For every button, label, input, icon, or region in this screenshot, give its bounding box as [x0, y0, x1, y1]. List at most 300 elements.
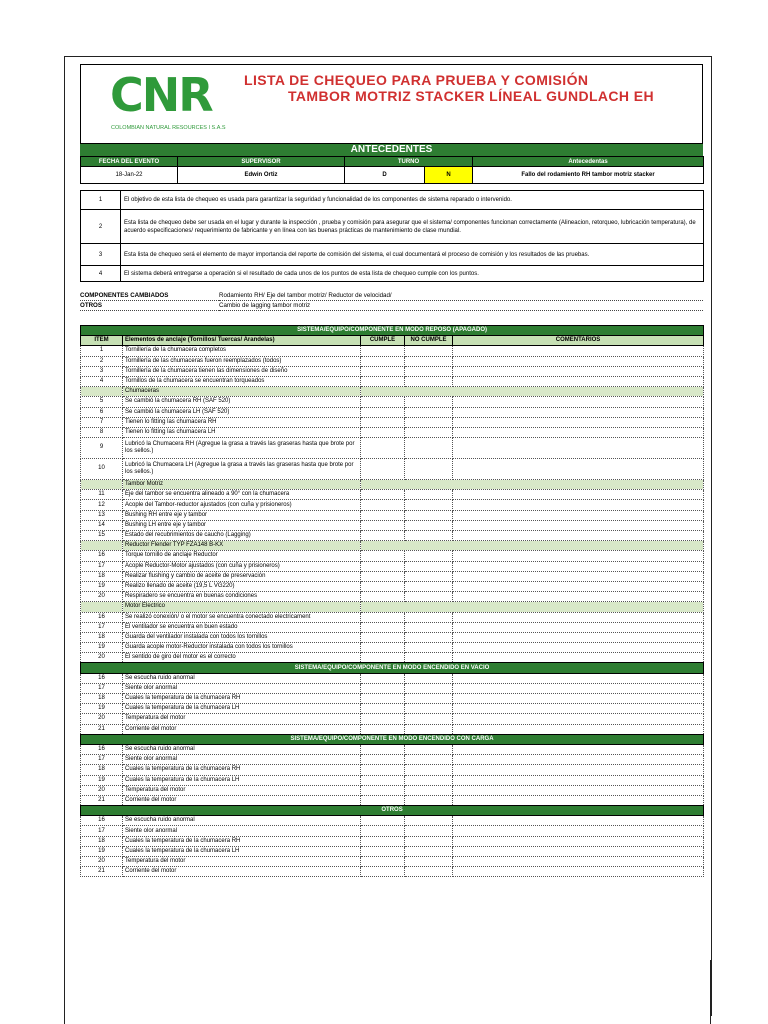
comentarios-cell[interactable] — [453, 714, 704, 724]
comentarios-cell[interactable] — [453, 744, 704, 754]
no-cumple-cell[interactable] — [405, 795, 453, 805]
subsection-spacer — [81, 387, 123, 397]
item-number: 5 — [81, 397, 123, 407]
comentarios-cell[interactable] — [453, 632, 704, 642]
comentarios-cell[interactable] — [453, 510, 704, 520]
document-title-line2: TAMBOR MOTRIZ STACKER LÍNEAL GUNDLACH EH — [288, 88, 654, 104]
logo-letters: CNR — [110, 68, 212, 122]
checklist-row — [81, 643, 704, 653]
item-description: Tienen lo fitting las chumacera RH — [123, 417, 361, 427]
cumple-cell[interactable] — [361, 438, 405, 459]
cumple-cell[interactable] — [361, 816, 405, 826]
note-number: 1 — [81, 191, 121, 210]
cumple-cell[interactable] — [361, 643, 405, 653]
item-description: Cuales la temperatura de la chumacera RH — [123, 836, 361, 846]
cumple-cell[interactable] — [361, 592, 405, 602]
comentarios-cell[interactable] — [453, 622, 704, 632]
cumple-cell[interactable] — [361, 775, 405, 785]
subsection-spacer — [361, 480, 704, 490]
item-number: 20 — [81, 653, 123, 663]
componentes-value: Rodamiento RH/ Eje del tambor motriz/ Reductor de velocidad/ — [219, 291, 703, 301]
no-cumple-cell[interactable] — [405, 704, 453, 714]
checklist-row — [81, 724, 704, 734]
comentarios-cell[interactable] — [453, 500, 704, 510]
checklist-row — [81, 694, 704, 704]
cumple-cell[interactable] — [361, 490, 405, 500]
comentarios-cell[interactable] — [453, 775, 704, 785]
item-description: Corriente del motor — [123, 724, 361, 734]
item-number: 3 — [81, 366, 123, 376]
item-description: Temperatura del motor — [123, 785, 361, 795]
note-number: 2 — [81, 210, 121, 244]
item-description: Tienen lo fitting las chumacera LH — [123, 427, 361, 437]
no-cumple-cell[interactable] — [405, 765, 453, 775]
cumple-cell[interactable] — [361, 581, 405, 591]
no-cumple-cell[interactable] — [405, 438, 453, 459]
checklist-row — [81, 531, 704, 541]
item-number: 18 — [81, 571, 123, 581]
item-number: 16 — [81, 551, 123, 561]
item-number: 17 — [81, 561, 123, 571]
no-cumple-cell[interactable] — [405, 551, 453, 561]
checklist-row — [81, 744, 704, 754]
subsection-spacer — [361, 602, 704, 612]
comentarios-cell[interactable] — [453, 407, 704, 417]
cumple-cell[interactable] — [361, 407, 405, 417]
checklist-row — [81, 612, 704, 622]
comentarios-cell[interactable] — [453, 551, 704, 561]
item-description: Bushing LH entre eje y tambor — [123, 520, 361, 530]
no-cumple-cell[interactable] — [405, 785, 453, 795]
item-number: 16 — [81, 673, 123, 683]
item-description: Cuales la temperatura de la chumacera LH — [123, 775, 361, 785]
no-cumple-cell[interactable] — [405, 632, 453, 642]
no-cumple-cell[interactable] — [405, 612, 453, 622]
no-cumple-cell[interactable] — [405, 643, 453, 653]
note-number: 3 — [81, 244, 121, 266]
item-number: 19 — [81, 775, 123, 785]
logo-subtitle: COLOMBIAN NATURAL RESOURCES I S.A.S — [111, 125, 226, 131]
item-number: 19 — [81, 846, 123, 856]
item-description: Lubricó la Chumacera LH (Agregue la grasa a través las graseras hasta que brote por los sellos.) — [123, 459, 361, 480]
item-description: Estado del recubrimientos de caucho (Lagging) — [123, 531, 361, 541]
item-description: Se cambió la chumacera LH (SAF 520) — [123, 407, 361, 417]
cumple-cell[interactable] — [361, 459, 405, 480]
comentarios-cell[interactable] — [453, 755, 704, 765]
comentarios-cell[interactable] — [453, 571, 704, 581]
cumple-cell[interactable] — [361, 551, 405, 561]
subsection-row — [81, 387, 704, 397]
checklist-row — [81, 826, 704, 836]
item-number: 10 — [81, 459, 123, 480]
item-number: 16 — [81, 744, 123, 754]
item-number: 15 — [81, 531, 123, 541]
checklist-row — [81, 551, 704, 561]
subsection-label: Motor Electrico — [123, 602, 361, 612]
comentarios-cell[interactable] — [453, 643, 704, 653]
antecedentes-value: Fallo del rodamiento RH tambor motriz stacker — [473, 167, 704, 184]
item-description: Siente olor anormal — [123, 683, 361, 693]
checklist-row — [81, 795, 704, 805]
cumple-cell[interactable] — [361, 795, 405, 805]
item-number: 21 — [81, 795, 123, 805]
comentarios-cell[interactable] — [453, 724, 704, 734]
item-description: Corriente del motor — [123, 867, 361, 877]
cumple-cell[interactable] — [361, 356, 405, 366]
section-title: SISTEMA/EQUIPO/COMPONENTE EN MODO ENCENDIDO CON CARGA — [81, 734, 704, 744]
item-description: Siente olor anormal — [123, 826, 361, 836]
cumple-cell[interactable] — [361, 673, 405, 683]
no-cumple-cell[interactable] — [405, 755, 453, 765]
no-cumple-cell[interactable] — [405, 744, 453, 754]
company-logo — [110, 68, 240, 134]
header-antecedentes: Antecedentas — [473, 157, 704, 167]
comentarios-cell[interactable] — [453, 346, 704, 356]
item-number: 17 — [81, 755, 123, 765]
comentarios-cell[interactable] — [453, 356, 704, 366]
subsection-spacer — [361, 541, 704, 551]
no-cumple-cell[interactable] — [405, 490, 453, 500]
comentarios-cell[interactable] — [453, 531, 704, 541]
cumple-cell[interactable] — [361, 632, 405, 642]
no-cumple-cell[interactable] — [405, 356, 453, 366]
comentarios-cell[interactable] — [453, 612, 704, 622]
cumple-cell[interactable] — [361, 744, 405, 754]
item-number: 16 — [81, 816, 123, 826]
comentarios-cell[interactable] — [453, 683, 704, 693]
column-cumple: CUMPLE — [361, 336, 405, 346]
checklist-row — [81, 427, 704, 437]
no-cumple-cell[interactable] — [405, 622, 453, 632]
checklist-row — [81, 438, 704, 459]
checklist-row — [81, 622, 704, 632]
no-cumple-cell[interactable] — [405, 510, 453, 520]
column-no-cumple: NO CUMPLE — [405, 336, 453, 346]
item-description: Tornillos de la chumacera se encuentran torqueados — [123, 376, 361, 386]
item-number: 7 — [81, 417, 123, 427]
comentarios-cell[interactable] — [453, 561, 704, 571]
comentarios-cell[interactable] — [453, 816, 704, 826]
cumple-cell[interactable] — [361, 571, 405, 581]
comentarios-cell[interactable] — [453, 490, 704, 500]
no-cumple-cell[interactable] — [405, 459, 453, 480]
cumple-cell[interactable] — [361, 622, 405, 632]
comentarios-cell[interactable] — [453, 592, 704, 602]
item-number: 20 — [81, 785, 123, 795]
subsection-spacer — [81, 541, 123, 551]
checklist-row — [81, 785, 704, 795]
comentarios-cell[interactable] — [453, 427, 704, 437]
page-edge-left — [64, 960, 65, 1024]
no-cumple-cell[interactable] — [405, 592, 453, 602]
checklist-row — [81, 755, 704, 765]
no-cumple-cell[interactable] — [405, 816, 453, 826]
no-cumple-cell[interactable] — [405, 694, 453, 704]
checklist-row — [81, 356, 704, 366]
comentarios-cell[interactable] — [453, 520, 704, 530]
no-cumple-cell[interactable] — [405, 366, 453, 376]
comentarios-cell[interactable] — [453, 765, 704, 775]
comentarios-cell[interactable] — [453, 366, 704, 376]
note-number: 4 — [81, 266, 121, 282]
document-title-line1: LISTA DE CHEQUEO PARA PRUEBA Y COMISIÓN — [244, 72, 589, 88]
checklist-row — [81, 653, 704, 663]
item-number: 19 — [81, 704, 123, 714]
comentarios-cell[interactable] — [453, 694, 704, 704]
item-description: Corriente del motor — [123, 795, 361, 805]
item-description: Respiradero se encuentra en buenas condiciones — [123, 592, 361, 602]
cumple-cell[interactable] — [361, 397, 405, 407]
note-text: Esta lista de chequeo será el elemento de mayor importancia del reporte de comisión del sistema, el cual documentará el proceso de comisión y los resultados de las pruebas. — [121, 244, 704, 266]
cumple-cell[interactable] — [361, 510, 405, 520]
no-cumple-cell[interactable] — [405, 673, 453, 683]
item-number: 11 — [81, 490, 123, 500]
item-number: 12 — [81, 500, 123, 510]
checklist-row — [81, 816, 704, 826]
item-number: 19 — [81, 581, 123, 591]
item-description: Bushing RH entre eje y tambor — [123, 510, 361, 520]
no-cumple-cell[interactable] — [405, 561, 453, 571]
subsection-row — [81, 541, 704, 551]
comentarios-cell[interactable] — [453, 438, 704, 459]
no-cumple-cell[interactable] — [405, 407, 453, 417]
section-row — [81, 806, 704, 816]
comentarios-cell[interactable] — [453, 397, 704, 407]
no-cumple-cell[interactable] — [405, 857, 453, 867]
item-description: Realizar flushing y cambio de aceite de preservación — [123, 571, 361, 581]
cumple-cell[interactable] — [361, 531, 405, 541]
item-number: 18 — [81, 632, 123, 642]
item-description: Tornillería de la chumacera completos — [123, 346, 361, 356]
item-description: Temperatura del motor — [123, 857, 361, 867]
comentarios-cell[interactable] — [453, 795, 704, 805]
antecedentes-bar: ANTECEDENTES — [80, 144, 703, 156]
checklist-row — [81, 366, 704, 376]
item-number: 16 — [81, 612, 123, 622]
checklist-row — [81, 397, 704, 407]
cumple-cell[interactable] — [361, 714, 405, 724]
no-cumple-cell[interactable] — [405, 531, 453, 541]
checklist-row — [81, 714, 704, 724]
item-description: Se escucha ruido anormal — [123, 816, 361, 826]
comentarios-cell[interactable] — [453, 459, 704, 480]
item-number: 6 — [81, 407, 123, 417]
cumple-cell[interactable] — [361, 653, 405, 663]
cumple-cell[interactable] — [361, 836, 405, 846]
comentarios-cell[interactable] — [453, 581, 704, 591]
note-text: El sistema deberá entregarse a operación si el resultado de cada unos de los puntos de esta lista de chequeo cumple con los puntos. — [121, 266, 704, 282]
item-number: 8 — [81, 427, 123, 437]
cumple-cell[interactable] — [361, 765, 405, 775]
cumple-cell[interactable] — [361, 520, 405, 530]
no-cumple-cell[interactable] — [405, 724, 453, 734]
cumple-cell[interactable] — [361, 704, 405, 714]
cumple-cell[interactable] — [361, 724, 405, 734]
cumple-cell[interactable] — [361, 846, 405, 856]
comentarios-cell[interactable] — [453, 867, 704, 877]
item-description: Cuales la temperatura de la chumacera LH — [123, 704, 361, 714]
section-row — [81, 734, 704, 744]
componentes-label: COMPONENTES CAMBIADOS — [80, 291, 219, 301]
item-number: 21 — [81, 724, 123, 734]
checklist-row — [81, 459, 704, 480]
subsection-label: Tambor Motriz — [123, 480, 361, 490]
cumple-cell[interactable] — [361, 694, 405, 704]
item-number: 21 — [81, 867, 123, 877]
cumple-cell[interactable] — [361, 867, 405, 877]
checklist-row — [81, 867, 704, 877]
item-description: Tornillería de las chumaceras fueron reemplazados (todos) — [123, 356, 361, 366]
item-description: El sentido de giro del motor es el correcto — [123, 653, 361, 663]
checklist-row — [81, 673, 704, 683]
item-description: Cuales la temperatura de la chumacera LH — [123, 846, 361, 856]
checklist-row — [81, 510, 704, 520]
checklist-row — [81, 775, 704, 785]
cumple-cell[interactable] — [361, 826, 405, 836]
cumple-cell[interactable] — [361, 857, 405, 867]
item-description: Lubricó la Chumacera RH (Agregue la grasa a través las graseras hasta que brote por los sellos.) — [123, 438, 361, 459]
item-description: Guarda del ventilador instalada con todos los tornillos — [123, 632, 361, 642]
turno-n-value: N — [425, 167, 473, 184]
no-cumple-cell[interactable] — [405, 397, 453, 407]
subsection-label: Reductor Flender TYP FZA148 B-KX — [123, 541, 361, 551]
item-description: Acople del Tambor-reductor ajustados (con cuña y prisioneros) — [123, 500, 361, 510]
comentarios-cell[interactable] — [453, 857, 704, 867]
item-number: 20 — [81, 592, 123, 602]
item-description: Cuales la temperatura de la chumacera RH — [123, 765, 361, 775]
fecha-value: 18-Jan-22 — [81, 167, 178, 184]
item-number: 20 — [81, 714, 123, 724]
page-edge-right — [710, 960, 711, 1024]
comentarios-cell[interactable] — [453, 836, 704, 846]
comentarios-cell[interactable] — [453, 785, 704, 795]
no-cumple-cell[interactable] — [405, 846, 453, 856]
column-elemento: Elementos de anclaje (Tornillos/ Tuercas/ Arandelas) — [123, 336, 361, 346]
checklist-row — [81, 846, 704, 856]
note-text: El objetivo de esta lista de chequeo es usada para garantizar la seguridad y funcionalidad de los componentes de sistema reparado o intervenido. — [121, 191, 704, 210]
cumple-cell[interactable] — [361, 346, 405, 356]
column-comentarios: COMENTARIOS — [453, 336, 704, 346]
note-text: Esta lista de chequeo debe ser usada en el lugar y durante la inspección , prueba y comisión para asegurar que el sistema/ componentes funcionan correctamente (Alineacion, retorqueo, lubricación temperatura), de acuerdo especificaciones/ requerimiento de fabricante y en línea con las buenas prácticas de mantenimiento de clase mundial. — [121, 210, 704, 244]
cumple-cell[interactable] — [361, 376, 405, 386]
checklist-row — [81, 683, 704, 693]
cumple-cell[interactable] — [361, 427, 405, 437]
item-description: Siente olor anormal — [123, 755, 361, 765]
comentarios-cell[interactable] — [453, 704, 704, 714]
section-row — [81, 663, 704, 673]
checklist-row — [81, 836, 704, 846]
no-cumple-cell[interactable] — [405, 520, 453, 530]
item-description: Se cambió la chumacera RH (SAF 520) — [123, 397, 361, 407]
item-description: Se realizó conexión/ o el motor se encuentra conectado electricament — [123, 612, 361, 622]
no-cumple-cell[interactable] — [405, 775, 453, 785]
item-number: 13 — [81, 510, 123, 520]
no-cumple-cell[interactable] — [405, 714, 453, 724]
no-cumple-cell[interactable] — [405, 867, 453, 877]
no-cumple-cell[interactable] — [405, 836, 453, 846]
no-cumple-cell[interactable] — [405, 500, 453, 510]
otros-label: OTROS — [80, 301, 219, 311]
checklist-row — [81, 376, 704, 386]
cumple-cell[interactable] — [361, 785, 405, 795]
item-number: 18 — [81, 694, 123, 704]
no-cumple-cell[interactable] — [405, 826, 453, 836]
no-cumple-cell[interactable] — [405, 427, 453, 437]
no-cumple-cell[interactable] — [405, 376, 453, 386]
subsection-spacer — [81, 602, 123, 612]
checklist-row — [81, 571, 704, 581]
no-cumple-cell[interactable] — [405, 417, 453, 427]
componentes-table — [80, 291, 703, 311]
cumple-cell[interactable] — [361, 417, 405, 427]
cumple-cell[interactable] — [361, 500, 405, 510]
comentarios-cell[interactable] — [453, 673, 704, 683]
no-cumple-cell[interactable] — [405, 581, 453, 591]
item-description: Tornillería de la chumacera tienen las dimensiones de diseño — [123, 366, 361, 376]
checklist-row — [81, 857, 704, 867]
comentarios-cell[interactable] — [453, 653, 704, 663]
item-description: Cuales la temperatura de la chumacera RH — [123, 694, 361, 704]
subsection-spacer — [81, 480, 123, 490]
item-description: Temperatura del motor — [123, 714, 361, 724]
item-number: 9 — [81, 438, 123, 459]
item-number: 19 — [81, 643, 123, 653]
item-number: 2 — [81, 356, 123, 366]
comentarios-cell[interactable] — [453, 846, 704, 856]
subsection-row — [81, 480, 704, 490]
checklist-row — [81, 632, 704, 642]
header-supervisor: SUPERVISOR — [178, 157, 345, 167]
checklist-row — [81, 490, 704, 500]
item-number: 4 — [81, 376, 123, 386]
comentarios-cell[interactable] — [453, 826, 704, 836]
cumple-cell[interactable] — [361, 755, 405, 765]
notes-table — [80, 190, 704, 282]
no-cumple-cell[interactable] — [405, 683, 453, 693]
item-description: Eje del tambor se encuentra alineado a 90° con la chumacera — [123, 490, 361, 500]
item-description: Torque tornillo de anclaje Reductor — [123, 551, 361, 561]
checklist-row — [81, 407, 704, 417]
item-number: 1 — [81, 346, 123, 356]
checklist-row — [81, 704, 704, 714]
item-description: Realizo llenado de aceite (19,5 L VG220) — [123, 581, 361, 591]
otros-value: Cambio de lagging tambor motriz — [219, 301, 703, 311]
item-number: 14 — [81, 520, 123, 530]
cumple-cell[interactable] — [361, 366, 405, 376]
checklist-row — [81, 520, 704, 530]
no-cumple-cell[interactable] — [405, 571, 453, 581]
checklist-row — [81, 592, 704, 602]
item-number: 17 — [81, 622, 123, 632]
comentarios-cell[interactable] — [453, 417, 704, 427]
checklist-row — [81, 346, 704, 356]
cumple-cell[interactable] — [361, 561, 405, 571]
supervisor-value: Edwin Ortiz — [178, 167, 345, 184]
checklist-row — [81, 500, 704, 510]
cumple-cell[interactable] — [361, 683, 405, 693]
no-cumple-cell[interactable] — [405, 653, 453, 663]
comentarios-cell[interactable] — [453, 376, 704, 386]
turno-d-value: D — [345, 167, 425, 184]
item-description: El ventilador se encuentra en buen estado — [123, 622, 361, 632]
item-number: 20 — [81, 857, 123, 867]
item-description: Acople Reductor-Motor ajustados (con cuña y prisioneros) — [123, 561, 361, 571]
section-reposo: SISTEMA/EQUIPO/COMPONENTE EN MODO REPOSO (APAGADO) — [81, 326, 704, 336]
section-title: OTROS — [81, 806, 704, 816]
checklist-row — [81, 581, 704, 591]
no-cumple-cell[interactable] — [405, 346, 453, 356]
cumple-cell[interactable] — [361, 612, 405, 622]
